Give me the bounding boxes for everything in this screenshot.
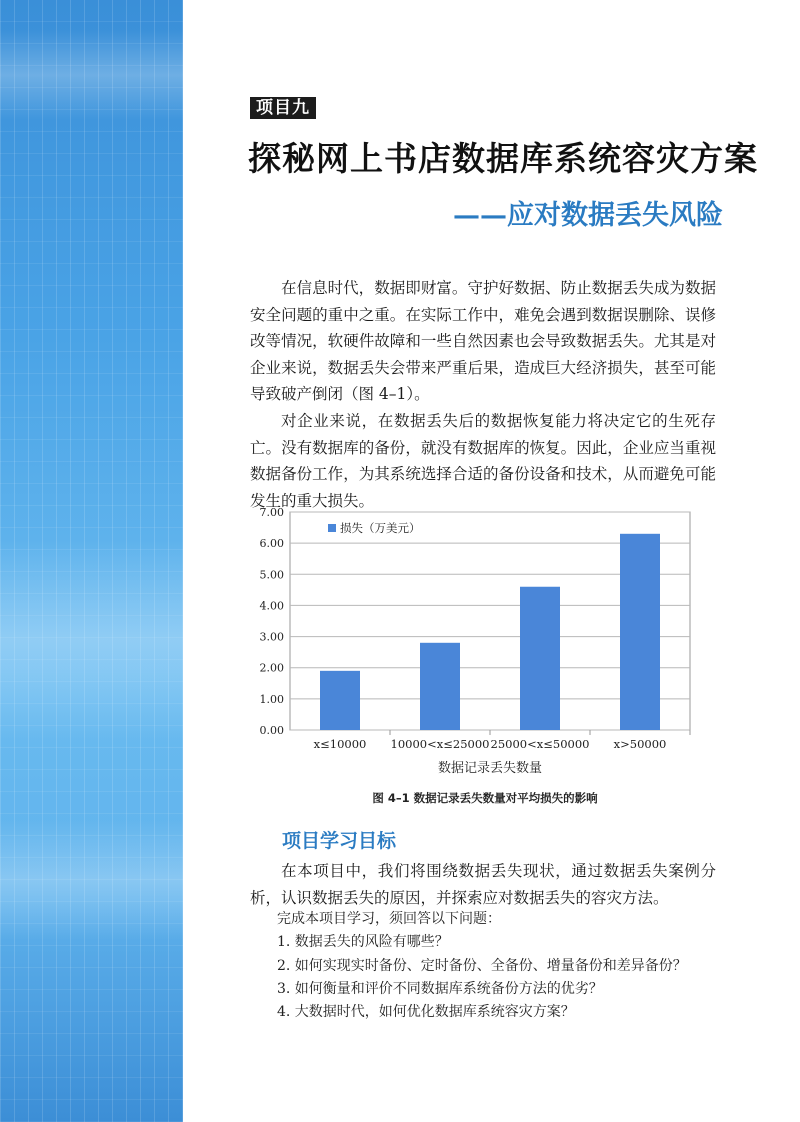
y-tick-label: 0.00 (259, 724, 284, 737)
x-tick-label: x≤10000 (313, 737, 367, 751)
bar (320, 671, 360, 730)
question-list (277, 908, 687, 1024)
question-item: 3. 如何衡量和评价不同数据库系统备份方法的优劣？ (277, 980, 603, 997)
figure-caption: 图 4–1 数据记录丢失数量对平均损失的影响 (372, 791, 598, 805)
y-tick-label: 5.00 (259, 568, 284, 582)
y-tick-label: 4.00 (259, 599, 284, 613)
question-item: 2. 如何实现实时备份、定时备份、全备份、增量备份和差异备份？ (277, 957, 687, 974)
y-tick-label: 2.00 (259, 661, 284, 675)
question-item: 4. 大数据时代，如何优化数据库系统容灾方案？ (277, 1004, 575, 1021)
intro-paragraph-2: 对企业来说，在数据丢失后的数据恢复能力将决定它的生死存亡。没有数据库的备份，就没有数据库的恢复。因此，企业应当重视数据备份工作，为其系统选择合适的备份设备和技术，从而避免可能发生的重大损失。 (250, 412, 716, 510)
legend-swatch (328, 524, 336, 532)
bar (620, 534, 660, 730)
question-lead: 完成本项目学习，须回答以下问题： (277, 911, 501, 927)
bar (520, 587, 560, 730)
page-subtitle: ——应对数据丢失风险 (453, 200, 723, 231)
y-tick-label: 7.00 (259, 506, 284, 519)
section-heading: 项目学习目标 (282, 830, 397, 852)
intro-paragraph-1: 在信息时代，数据即财富。守护好数据、防止数据丢失成为数据安全问题的重中之重。在实际工作中，难免会遇到数据误删除、误修改等情况，软硬件故障和一些自然因素也会导致数据丢失。尤其是对企业来说，数据丢失会带来严重后果，造成巨大经济损失，甚至可能导致破产倒闭（图 4–1）。 (250, 279, 716, 404)
x-tick-label: 25000<x≤50000 (490, 737, 590, 751)
y-tick-label: 1.00 (259, 692, 284, 706)
x-tick-label: x>50000 (613, 737, 667, 751)
section-intro: 在本项目中，我们将围绕数据丢失现状，通过数据丢失案例分析，认识数据丢失的原因，并探索应对数据丢失的容灾方法。 (250, 862, 716, 907)
y-tick-label: 6.00 (259, 537, 284, 551)
x-axis-label: 数据记录丢失数量 (437, 761, 543, 776)
page-title: 探秘网上书店数据库系统容灾方案 (248, 139, 758, 178)
y-tick-label: 3.00 (259, 630, 284, 644)
question-item: 1. 数据丢失的风险有哪些？ (277, 934, 449, 951)
project-badge: 项目九 (250, 97, 316, 119)
bar (420, 643, 460, 730)
legend-label: 损失（万美元） (340, 521, 421, 535)
loss-bar-chart (250, 502, 720, 787)
x-tick-label: 10000<x≤25000 (390, 737, 490, 751)
decorative-side-band (0, 0, 183, 1122)
